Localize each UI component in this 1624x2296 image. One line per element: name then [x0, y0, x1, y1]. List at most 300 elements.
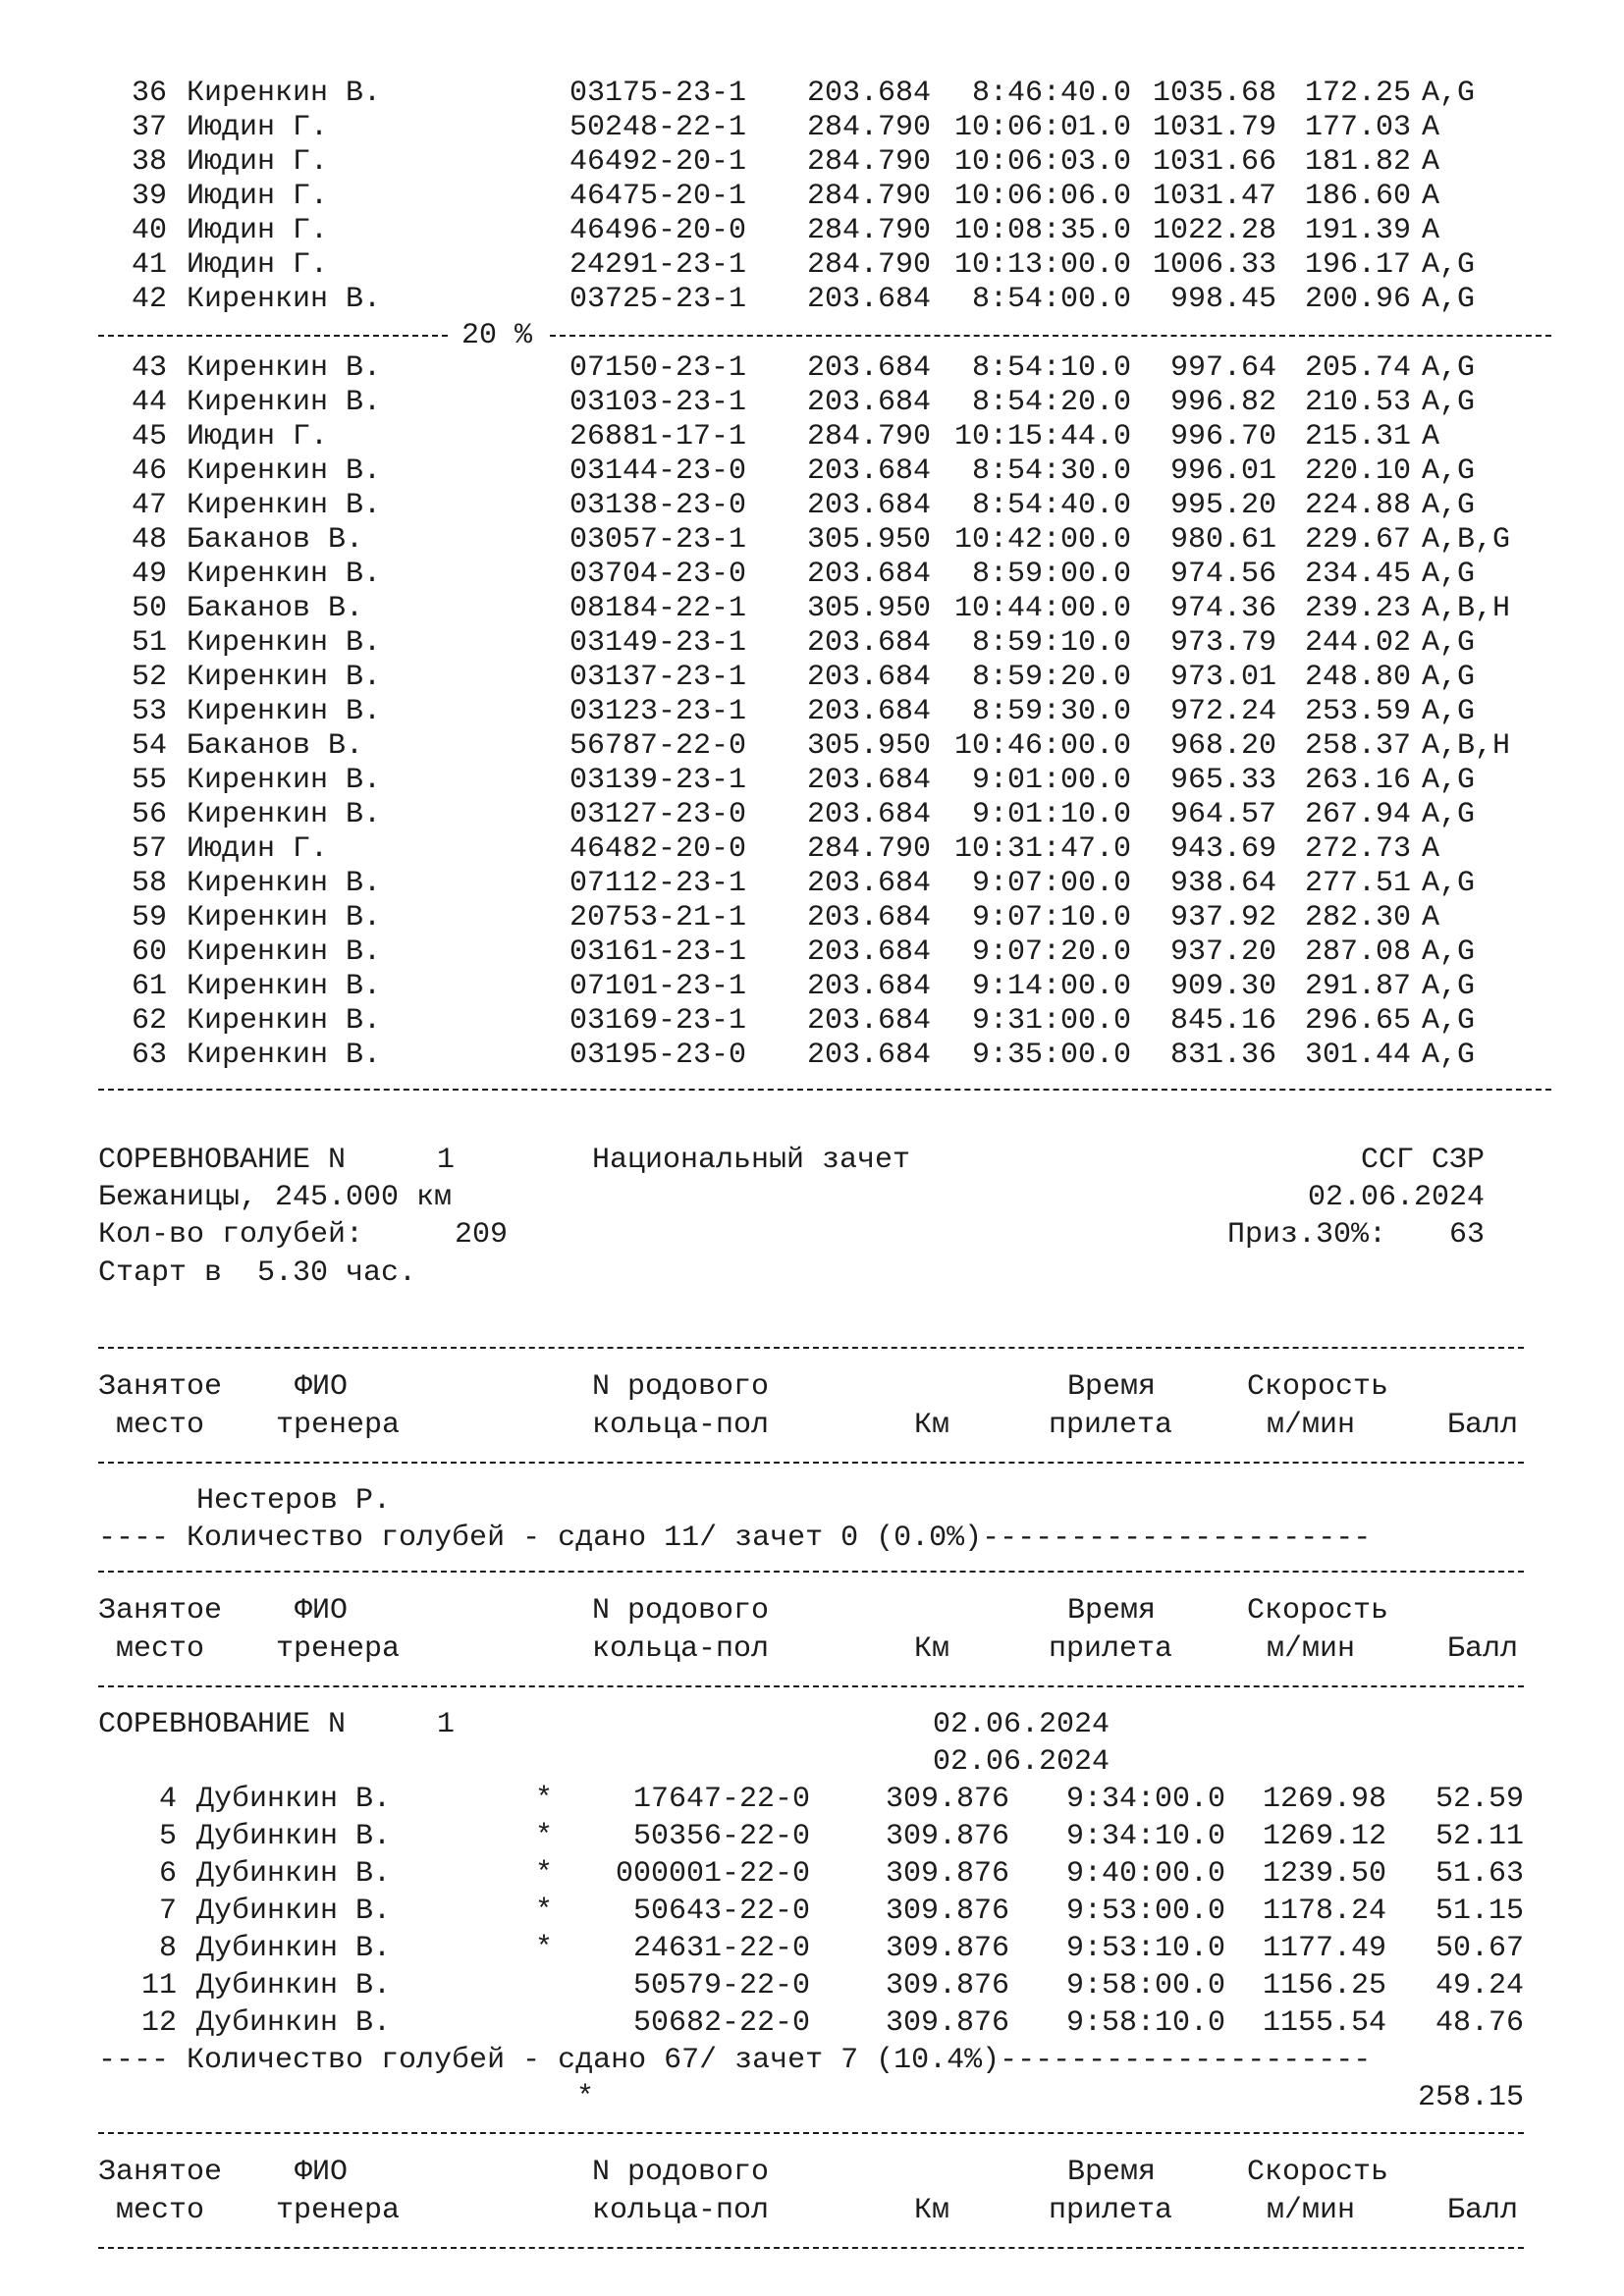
coefficient-cell: 177.03	[1304, 111, 1411, 144]
place-cell: 50	[131, 592, 167, 625]
col-time-line2: прилета	[1049, 1409, 1173, 1442]
coefficient-cell: 196.17	[1304, 248, 1411, 282]
place-cell: 7	[158, 1895, 177, 1928]
points-cell: 50.67	[1435, 1932, 1524, 1965]
arrival-time-cell: 10:15:44.0	[953, 420, 1131, 454]
trainer-name-cell: Киренкин В.	[187, 695, 382, 728]
ring-number-cell: 50248-22-1	[569, 111, 747, 144]
col-km: Км	[914, 2194, 950, 2227]
trainer-name-cell: Дубинкин В.	[196, 1783, 392, 1816]
section-competition-number: 1	[437, 1708, 456, 1741]
place-cell: 60	[131, 935, 167, 969]
ring-number-cell: 03195-23-0	[569, 1039, 747, 1072]
speed-cell: 996.01	[1169, 454, 1276, 488]
arrival-time-cell: 10:31:47.0	[953, 832, 1131, 866]
points-cell: 52.11	[1435, 1820, 1524, 1853]
trainer-name-cell: Киренкин В.	[187, 626, 382, 660]
distance-cell: 284.790	[806, 180, 931, 213]
place-cell: 47	[131, 489, 167, 522]
distance-cell: 203.684	[806, 1004, 931, 1038]
trainer-name-cell: Киренкин В.	[187, 558, 382, 591]
coefficient-cell: 239.23	[1304, 592, 1411, 625]
trainer-name-cell: Июдин Г.	[187, 111, 329, 144]
speed-cell: 965.33	[1169, 764, 1276, 797]
place-cell: 11	[140, 1969, 177, 2002]
col-speed-line1: Скорость	[1247, 2156, 1389, 2189]
ring-number-cell: 20753-21-1	[569, 901, 747, 934]
category-flags-cell: A	[1422, 180, 1440, 213]
trainer-name-cell: Киренкин В.	[187, 351, 382, 385]
arrival-time-cell: 9:14:00.0	[971, 970, 1131, 1003]
arrival-time-cell: 8:59:10.0	[971, 626, 1131, 660]
ring-number-cell: 03137-23-1	[569, 661, 747, 694]
speed-cell: 1156.25	[1262, 1969, 1386, 2002]
coefficient-cell: 186.60	[1304, 180, 1411, 213]
ring-number-cell: 03138-23-0	[569, 489, 747, 522]
trainer-name-cell: Дубинкин В.	[196, 2006, 392, 2040]
col-name-line1: ФИО	[295, 1594, 349, 1628]
ring-number-cell: 03057-23-1	[569, 523, 747, 557]
col-km: Км	[914, 1632, 950, 1666]
arrival-time-cell: 9:34:10.0	[1065, 1820, 1225, 1853]
place-cell: 41	[131, 248, 167, 282]
place-cell: 40	[131, 214, 167, 247]
competition-number: 1	[437, 1144, 456, 1177]
place-cell: 4	[158, 1783, 177, 1816]
col-ring-line1: N родового	[592, 1594, 770, 1628]
competition-date: 02.06.2024	[1307, 1181, 1485, 1214]
ring-number-cell: 46492-20-1	[569, 145, 747, 179]
col-speed-line2: м/мин	[1267, 2194, 1356, 2227]
category-flags-cell: A,G	[1422, 558, 1476, 591]
ring-number-cell: 03139-23-1	[569, 764, 747, 797]
arrival-time-cell: 10:46:00.0	[953, 729, 1131, 763]
trainer-name-cell: Июдин Г.	[187, 180, 329, 213]
col-place-line2: место	[116, 2194, 205, 2227]
arrival-time-cell: 10:06:03.0	[953, 145, 1131, 179]
coefficient-cell: 248.80	[1304, 661, 1411, 694]
col-name-line1: ФИО	[295, 2156, 349, 2189]
ring-number-cell: 07101-23-1	[569, 970, 747, 1003]
category-flags-cell: A	[1422, 832, 1440, 866]
distance-cell: 305.950	[806, 592, 931, 625]
col-ring-line2: кольца-пол	[592, 2194, 770, 2227]
coefficient-cell: 291.87	[1304, 970, 1411, 1003]
place-cell: 62	[131, 1004, 167, 1038]
place-cell: 12	[140, 2006, 177, 2040]
speed-cell: 964.57	[1169, 798, 1276, 831]
ring-number-cell: 56787-22-0	[569, 729, 747, 763]
col-points: Балл	[1447, 2194, 1519, 2227]
category-flags-cell: A,G	[1422, 970, 1476, 1003]
col-ring-line1: N родового	[592, 2156, 770, 2189]
trainer-name-cell: Киренкин В.	[187, 901, 382, 934]
trainer-name-cell: Июдин Г.	[187, 832, 329, 866]
place-cell: 42	[131, 283, 167, 316]
qualified-mark: *	[535, 1857, 554, 1891]
arrival-time-cell: 9:53:10.0	[1065, 1932, 1225, 1965]
arrival-time-cell: 9:40:00.0	[1065, 1857, 1225, 1891]
category-flags-cell: A,G	[1422, 867, 1476, 900]
trainer-name-cell: Дубинкин В.	[196, 1932, 392, 1965]
speed-cell: 1239.50	[1262, 1857, 1386, 1891]
category-flags-cell: A,G	[1422, 489, 1476, 522]
speed-cell: 974.56	[1169, 558, 1276, 591]
trainer-name-cell: Киренкин В.	[187, 386, 382, 419]
place-cell: 53	[131, 695, 167, 728]
distance-cell: 203.684	[806, 935, 931, 969]
category-flags-cell: A,G	[1422, 386, 1476, 419]
speed-cell: 1031.79	[1152, 111, 1276, 144]
coefficient-cell: 224.88	[1304, 489, 1411, 522]
trainer-name-cell: Киренкин В.	[187, 283, 382, 316]
header-bottom-rule	[98, 1462, 1524, 1464]
distance-cell: 203.684	[806, 1039, 931, 1072]
place-cell: 39	[131, 180, 167, 213]
ring-number-cell: 26881-17-1	[569, 420, 747, 454]
section-summary-line: ---- Количество голубей - сдано 67/ зачет 7 (10.4%)---------------------	[98, 2044, 1372, 2077]
ring-number-cell: 03704-23-0	[569, 558, 747, 591]
coefficient-cell: 287.08	[1304, 935, 1411, 969]
category-flags-cell: A,B,G	[1422, 523, 1511, 557]
prize-percent-label: Приз.30%:	[1227, 1218, 1387, 1252]
release-location: Бежаницы, 245.000 км	[98, 1181, 453, 1214]
arrival-time-cell: 8:54:40.0	[971, 489, 1131, 522]
ring-number-cell: 03123-23-1	[569, 695, 747, 728]
header-top-rule	[98, 1347, 1524, 1349]
col-points: Балл	[1447, 1409, 1519, 1442]
arrival-time-cell: 8:59:20.0	[971, 661, 1131, 694]
place-cell: 46	[131, 454, 167, 488]
arrival-time-cell: 9:53:00.0	[1065, 1895, 1225, 1928]
points-cell: 48.76	[1435, 2006, 1524, 2040]
category-flags-cell: A,G	[1422, 798, 1476, 831]
arrival-time-cell: 9:35:00.0	[971, 1039, 1131, 1072]
category-flags-cell: A	[1422, 145, 1440, 179]
distance-cell: 203.684	[806, 867, 931, 900]
category-flags-cell: A,G	[1422, 283, 1476, 316]
col-time-line2: прилета	[1049, 2194, 1173, 2227]
ring-number-cell: 03149-23-1	[569, 626, 747, 660]
section-date-1: 02.06.2024	[933, 1708, 1110, 1741]
distance-cell: 203.684	[806, 798, 931, 831]
ring-number-cell: 03175-23-1	[569, 77, 747, 110]
distance-cell: 203.684	[806, 558, 931, 591]
speed-cell: 1177.49	[1262, 1932, 1386, 1965]
coefficient-cell: 263.16	[1304, 764, 1411, 797]
points-cell: 52.59	[1435, 1783, 1524, 1816]
speed-cell: 998.45	[1169, 283, 1276, 316]
speed-cell: 1269.12	[1262, 1820, 1386, 1853]
percent-divider-right	[550, 335, 1551, 337]
place-cell: 37	[131, 111, 167, 144]
ring-number-cell: 24631-22-0	[632, 1932, 810, 1965]
place-cell: 6	[158, 1857, 177, 1891]
qualified-mark: *	[535, 1895, 554, 1928]
coefficient-cell: 258.37	[1304, 729, 1411, 763]
speed-cell: 996.70	[1169, 420, 1276, 454]
place-cell: 36	[131, 77, 167, 110]
col-name-line2: тренера	[276, 1632, 401, 1666]
category-flags-cell: A,B,H	[1422, 592, 1511, 625]
distance-cell: 203.684	[806, 626, 931, 660]
trainer-name-cell: Июдин Г.	[187, 248, 329, 282]
trainer-name-cell: Киренкин В.	[187, 935, 382, 969]
col-ring-line1: N родового	[592, 1370, 770, 1404]
birds-count-label: Кол-во голубей:	[98, 1218, 364, 1252]
col-place-line1: Занятое	[98, 1370, 223, 1404]
col-name-line2: тренера	[276, 1409, 401, 1442]
category-flags-cell: A,G	[1422, 351, 1476, 385]
col-place-line2: место	[116, 1409, 205, 1442]
speed-cell: 937.20	[1169, 935, 1276, 969]
col-time-line1: Время	[1067, 1594, 1157, 1628]
header-top-rule	[98, 1571, 1524, 1573]
coefficient-cell: 244.02	[1304, 626, 1411, 660]
place-cell: 43	[131, 351, 167, 385]
place-cell: 44	[131, 386, 167, 419]
ring-number-cell: 50643-22-0	[632, 1895, 810, 1928]
section-summary-line: ---- Количество голубей - сдано 11/ зачет 0 (0.0%)----------------------	[98, 1522, 1372, 1555]
speed-cell: 1035.68	[1152, 77, 1276, 110]
speed-cell: 973.79	[1169, 626, 1276, 660]
arrival-time-cell: 10:13:00.0	[953, 248, 1131, 282]
place-cell: 56	[131, 798, 167, 831]
trainer-name-cell: Киренкин В.	[187, 1004, 382, 1038]
header-bottom-rule	[98, 1685, 1524, 1687]
category-flags-cell: A,G	[1422, 626, 1476, 660]
category-flags-cell: A,G	[1422, 1004, 1476, 1038]
points-cell: 49.24	[1435, 1969, 1524, 2002]
col-name-line1: ФИО	[295, 1370, 349, 1404]
ring-number-cell: 50682-22-0	[632, 2006, 810, 2040]
ring-number-cell: 03103-23-1	[569, 386, 747, 419]
coefficient-cell: 301.44	[1304, 1039, 1411, 1072]
category-flags-cell: A,G	[1422, 935, 1476, 969]
col-speed-line2: м/мин	[1267, 1632, 1356, 1666]
distance-cell: 309.876	[885, 1932, 1009, 1965]
trainer-name-cell: Июдин Г.	[187, 214, 329, 247]
category-flags-cell: A,G	[1422, 248, 1476, 282]
col-time-line2: прилета	[1049, 1632, 1173, 1666]
qualified-mark: *	[535, 1932, 554, 1965]
distance-cell: 309.876	[885, 1969, 1009, 2002]
distance-cell: 284.790	[806, 248, 931, 282]
arrival-time-cell: 8:46:40.0	[971, 77, 1131, 110]
category-flags-cell: A	[1422, 214, 1440, 247]
competition-type: Национальный зачет	[592, 1144, 911, 1177]
coefficient-cell: 234.45	[1304, 558, 1411, 591]
coefficient-cell: 205.74	[1304, 351, 1411, 385]
coefficient-cell: 215.31	[1304, 420, 1411, 454]
arrival-time-cell: 8:54:00.0	[971, 283, 1131, 316]
distance-cell: 284.790	[806, 832, 931, 866]
category-flags-cell: A,G	[1422, 695, 1476, 728]
col-place-line2: место	[116, 1632, 205, 1666]
competition-label: СОРЕВНОВАНИЕ N	[98, 1144, 347, 1177]
ring-number-cell: 03169-23-1	[569, 1004, 747, 1038]
distance-cell: 203.684	[806, 901, 931, 934]
trainer-name-cell: Киренкин В.	[187, 489, 382, 522]
distance-cell: 305.950	[806, 729, 931, 763]
distance-cell: 309.876	[885, 2006, 1009, 2040]
total-mark: *	[576, 2081, 595, 2114]
place-cell: 8	[158, 1932, 177, 1965]
col-name-line2: тренера	[276, 2194, 401, 2227]
arrival-time-cell: 10:08:35.0	[953, 214, 1131, 247]
speed-cell: 937.92	[1169, 901, 1276, 934]
distance-cell: 284.790	[806, 420, 931, 454]
arrival-time-cell: 9:07:10.0	[971, 901, 1131, 934]
ring-number-cell: 07112-23-1	[569, 867, 747, 900]
trainer-name-cell: Дубинкин В.	[196, 1969, 392, 2002]
category-flags-cell: A	[1422, 111, 1440, 144]
category-flags-cell: A,G	[1422, 1039, 1476, 1072]
trainer-name-cell: Июдин Г.	[187, 145, 329, 179]
ring-number-cell: 46496-20-0	[569, 214, 747, 247]
distance-cell: 284.790	[806, 145, 931, 179]
place-cell: 61	[131, 970, 167, 1003]
distance-cell: 203.684	[806, 695, 931, 728]
distance-cell: 203.684	[806, 489, 931, 522]
coefficient-cell: 181.82	[1304, 145, 1411, 179]
place-cell: 57	[131, 832, 167, 866]
category-flags-cell: A,G	[1422, 764, 1476, 797]
prize-count-value: 63	[1448, 1218, 1485, 1252]
coefficient-cell: 282.30	[1304, 901, 1411, 934]
distance-cell: 203.684	[806, 351, 931, 385]
arrival-time-cell: 8:59:00.0	[971, 558, 1131, 591]
points-cell: 51.15	[1435, 1895, 1524, 1928]
place-cell: 63	[131, 1039, 167, 1072]
ring-number-cell: 17647-22-0	[632, 1783, 810, 1816]
ring-number-cell: 46475-20-1	[569, 180, 747, 213]
coefficient-cell: 253.59	[1304, 695, 1411, 728]
distance-cell: 305.950	[806, 523, 931, 557]
col-ring-line2: кольца-пол	[592, 1409, 770, 1442]
category-flags-cell: A	[1422, 420, 1440, 454]
ring-number-cell: 03144-23-0	[569, 454, 747, 488]
speed-cell: 995.20	[1169, 489, 1276, 522]
ring-number-cell: 24291-23-1	[569, 248, 747, 282]
place-cell: 49	[131, 558, 167, 591]
speed-cell: 996.82	[1169, 386, 1276, 419]
coefficient-cell: 296.65	[1304, 1004, 1411, 1038]
category-flags-cell: A	[1422, 901, 1440, 934]
trainer-name-cell: Киренкин В.	[187, 77, 382, 110]
trainer-name-cell: Киренкин В.	[187, 454, 382, 488]
place-cell: 58	[131, 867, 167, 900]
place-cell: 59	[131, 901, 167, 934]
arrival-time-cell: 8:54:10.0	[971, 351, 1131, 385]
col-km: Км	[914, 1409, 950, 1442]
distance-cell: 309.876	[885, 1783, 1009, 1816]
trainer-name-cell: Киренкин В.	[187, 798, 382, 831]
distance-cell: 284.790	[806, 214, 931, 247]
organization-code: ССГ СЗР	[1360, 1144, 1485, 1177]
distance-cell: 203.684	[806, 970, 931, 1003]
speed-cell: 831.36	[1169, 1039, 1276, 1072]
ring-number-cell: 03725-23-1	[569, 283, 747, 316]
speed-cell: 968.20	[1169, 729, 1276, 763]
ring-number-cell: 50356-22-0	[632, 1820, 810, 1853]
trainer-name-cell: Баканов В.	[187, 729, 364, 763]
speed-cell: 980.61	[1169, 523, 1276, 557]
ring-number-cell: 07150-23-1	[569, 351, 747, 385]
ring-number-cell: 50579-22-0	[632, 1969, 810, 2002]
place-cell: 48	[131, 523, 167, 557]
trainer-name-cell: Дубинкин В.	[196, 1820, 392, 1853]
speed-cell: 972.24	[1169, 695, 1276, 728]
distance-cell: 309.876	[885, 1820, 1009, 1853]
trainer-name-cell: Киренкин В.	[187, 867, 382, 900]
distance-cell: 203.684	[806, 454, 931, 488]
speed-cell: 1155.54	[1262, 2006, 1386, 2040]
col-speed-line1: Скорость	[1247, 1594, 1389, 1628]
section-date-2: 02.06.2024	[933, 1745, 1110, 1779]
col-speed-line1: Скорость	[1247, 1370, 1389, 1404]
distance-cell: 284.790	[806, 111, 931, 144]
distance-cell: 203.684	[806, 283, 931, 316]
arrival-time-cell: 9:34:00.0	[1065, 1783, 1225, 1816]
qualified-mark: *	[535, 1820, 554, 1853]
speed-cell: 943.69	[1169, 832, 1276, 866]
arrival-time-cell: 9:07:20.0	[971, 935, 1131, 969]
speed-cell: 909.30	[1169, 970, 1276, 1003]
distance-cell: 203.684	[806, 386, 931, 419]
ring-number-cell: 03161-23-1	[569, 935, 747, 969]
arrival-time-cell: 10:42:00.0	[953, 523, 1131, 557]
place-cell: 5	[158, 1820, 177, 1853]
arrival-time-cell: 8:54:20.0	[971, 386, 1131, 419]
distance-cell: 309.876	[885, 1857, 1009, 1891]
coefficient-cell: 277.51	[1304, 867, 1411, 900]
arrival-time-cell: 9:58:00.0	[1065, 1969, 1225, 2002]
table-end-rule	[98, 1089, 1551, 1091]
col-speed-line2: м/мин	[1267, 1409, 1356, 1442]
coefficient-cell: 200.96	[1304, 283, 1411, 316]
col-time-line1: Время	[1067, 2156, 1157, 2189]
coefficient-cell: 172.25	[1304, 77, 1411, 110]
place-cell: 55	[131, 764, 167, 797]
coefficient-cell: 229.67	[1304, 523, 1411, 557]
speed-cell: 1269.98	[1262, 1783, 1386, 1816]
trainer-name-cell: Дубинкин В.	[196, 1857, 392, 1891]
category-flags-cell: A,G	[1422, 454, 1476, 488]
trainer-name-cell: Киренкин В.	[187, 764, 382, 797]
distance-cell: 203.684	[806, 764, 931, 797]
coefficient-cell: 272.73	[1304, 832, 1411, 866]
trainer-name-cell: Киренкин В.	[187, 1039, 382, 1072]
speed-cell: 997.64	[1169, 351, 1276, 385]
trainer-name-cell: Дубинкин В.	[196, 1895, 392, 1928]
arrival-time-cell: 9:01:00.0	[971, 764, 1131, 797]
place-cell: 38	[131, 145, 167, 179]
trainer-name-cell: Июдин Г.	[187, 420, 329, 454]
col-points: Балл	[1447, 1632, 1519, 1666]
arrival-time-cell: 10:44:00.0	[953, 592, 1131, 625]
arrival-time-cell: 9:01:10.0	[971, 798, 1131, 831]
distance-cell: 203.684	[806, 661, 931, 694]
percent-divider-left	[98, 335, 448, 337]
speed-cell: 938.64	[1169, 867, 1276, 900]
arrival-time-cell: 8:59:30.0	[971, 695, 1131, 728]
speed-cell: 1031.47	[1152, 180, 1276, 213]
arrival-time-cell: 10:06:01.0	[953, 111, 1131, 144]
arrival-time-cell: 10:06:06.0	[953, 180, 1131, 213]
speed-cell: 973.01	[1169, 661, 1276, 694]
speed-cell: 845.16	[1169, 1004, 1276, 1038]
